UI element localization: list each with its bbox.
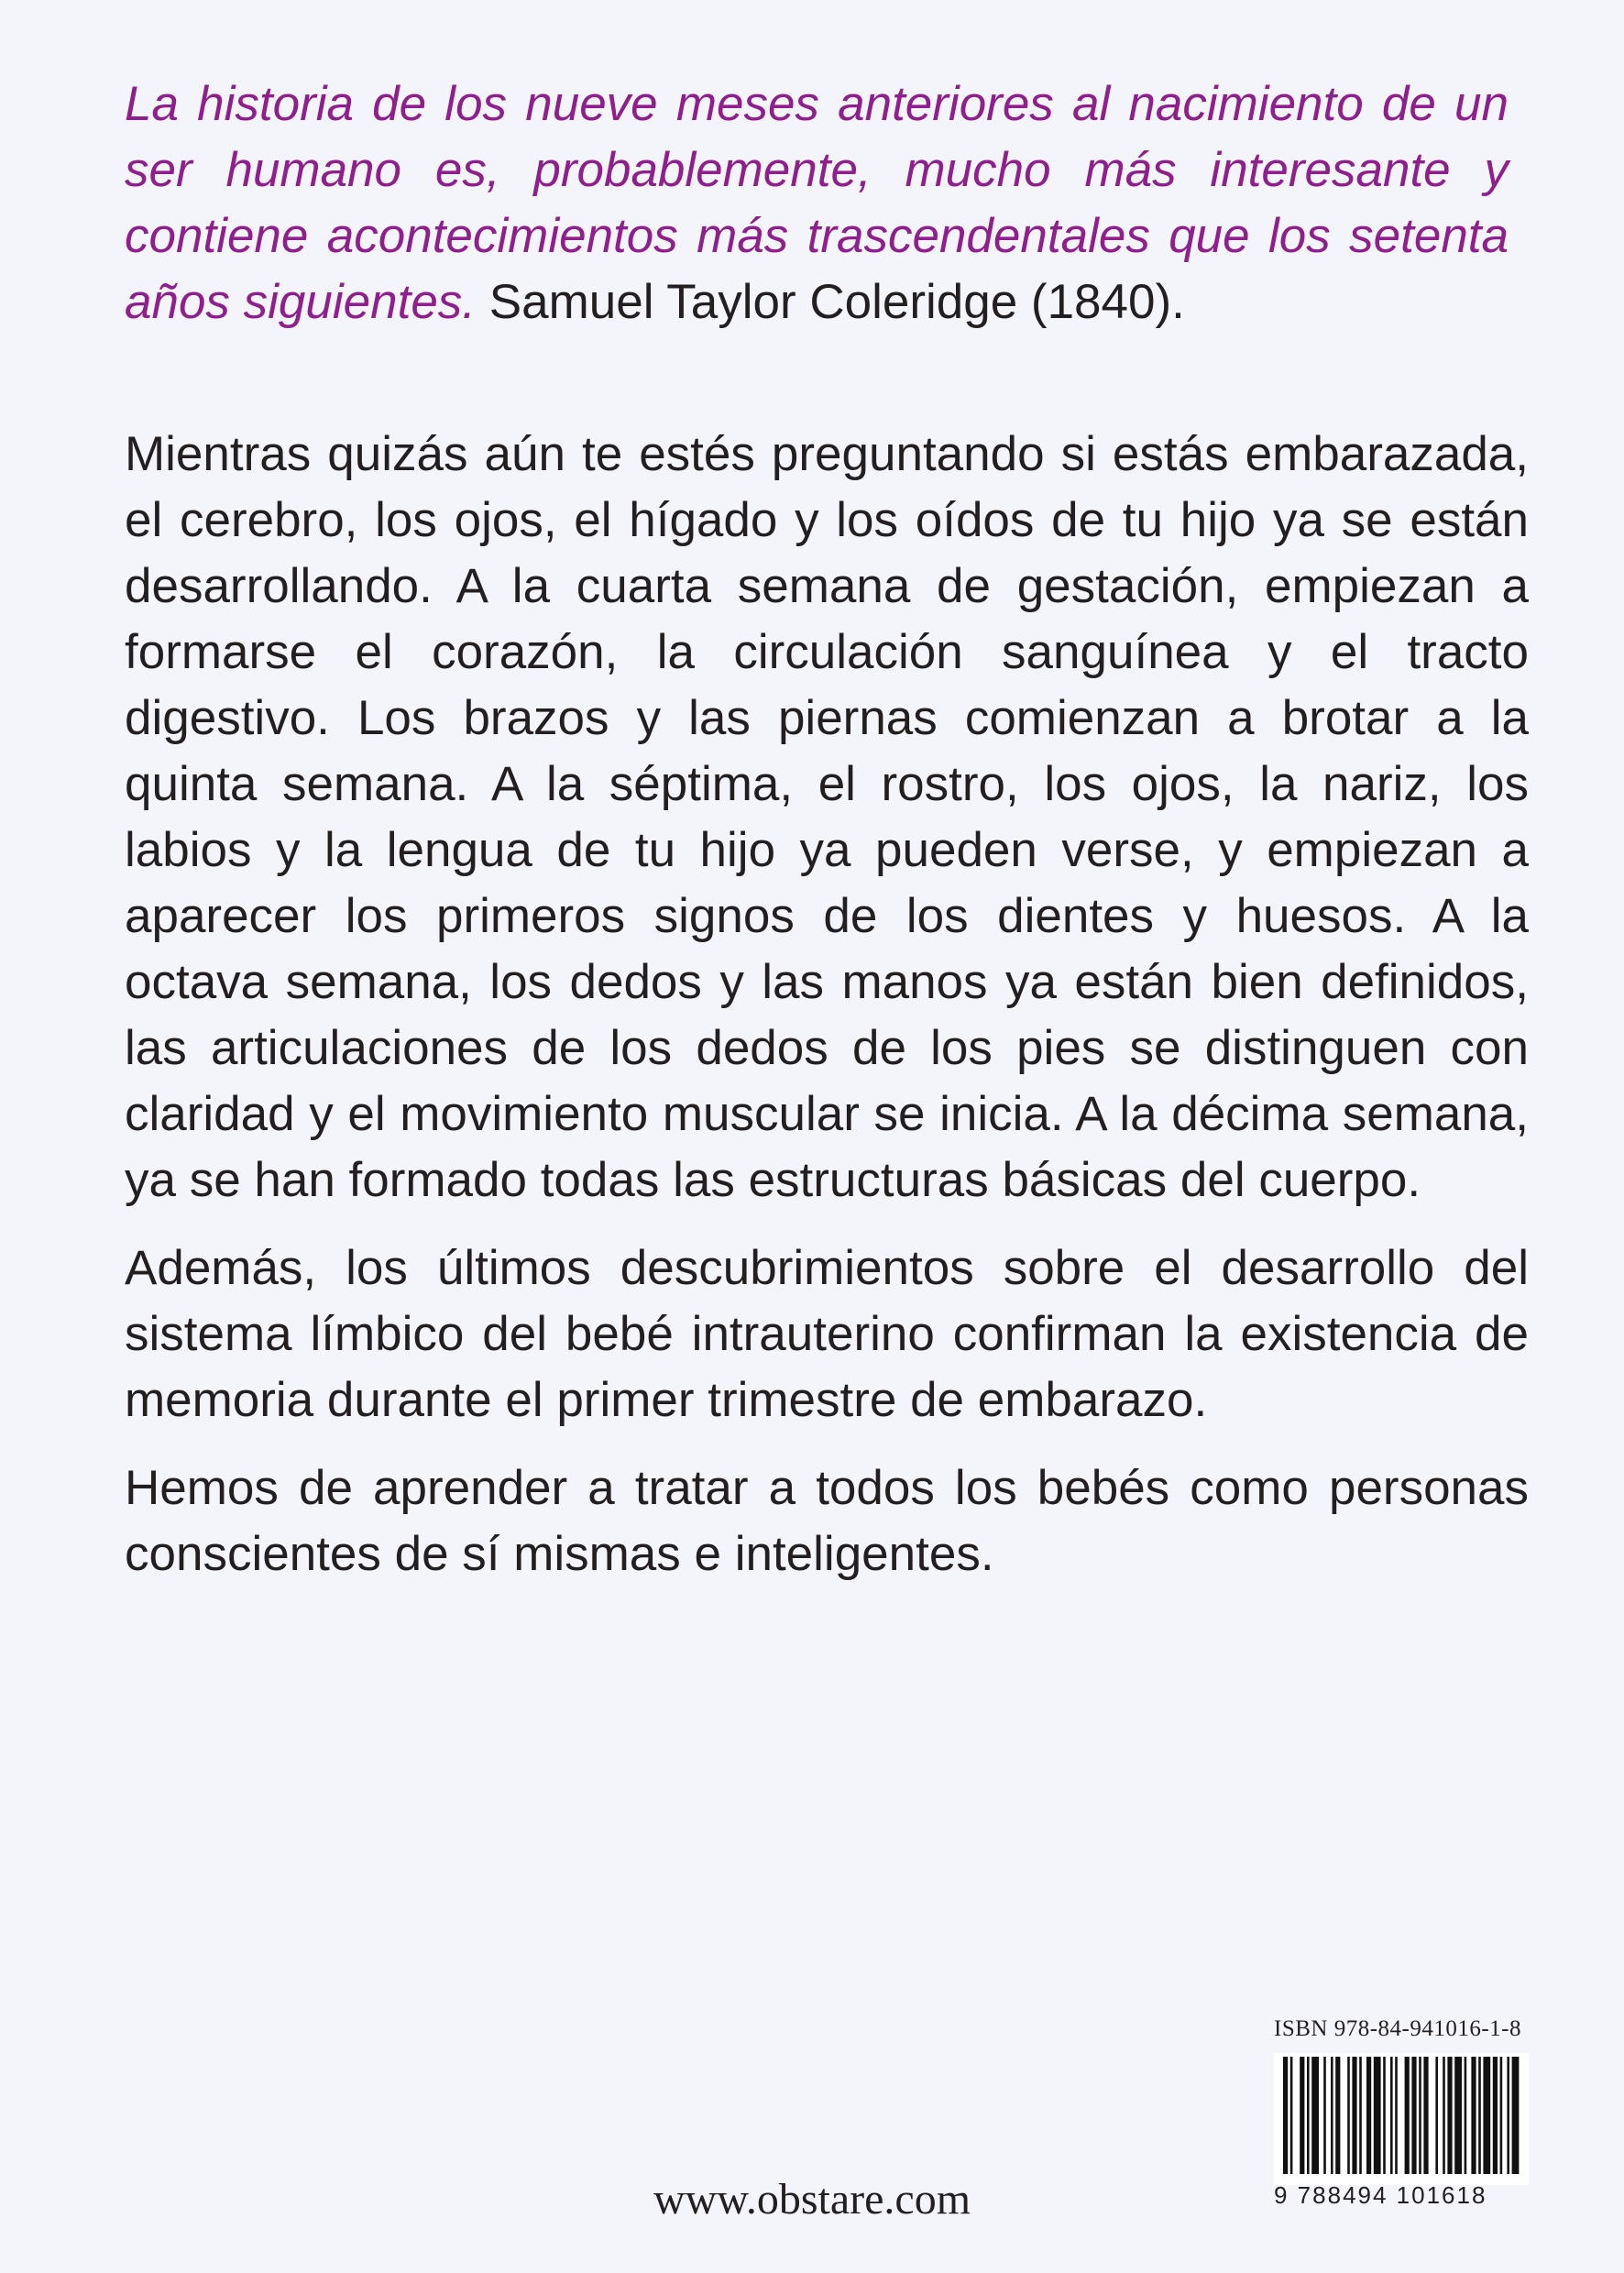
paragraph-conclusion: Hemos de aprender a tratar a todos los bebés como personas conscientes de sí mismas e inteligentes.: [125, 1461, 1529, 1581]
quote-text: La historia de los nueve meses anteriores al nacimiento de un ser humano es, probablemente, mucho más interesante y contiene acontecimientos más trascendentales que los setenta años siguientes.: [125, 77, 1509, 329]
barcode-bar: [1507, 2057, 1509, 2174]
paragraph-memory: Además, los últimos descubrimientos sobre el desarrollo del sistema límbico del bebé intrauterino confirman la existencia de memoria durante el primer trimestre de embarazo.: [125, 1241, 1529, 1427]
publisher-website[interactable]: www.obstare.com: [653, 2175, 971, 2224]
barcode-bar: [1493, 2057, 1498, 2174]
barcode-bar: [1283, 2057, 1288, 2174]
barcode-bar: [1374, 2057, 1381, 2174]
barcode-bar: [1447, 2057, 1452, 2174]
barcode-bar: [1405, 2057, 1410, 2174]
isbn-block: [1274, 2016, 1531, 2209]
barcode-bar: [1383, 2057, 1386, 2174]
barcode-bar: [1395, 2057, 1398, 2174]
barcode-bar: [1390, 2057, 1393, 2174]
paragraph-development: Mientras quizás aún te estés preguntando si estás embarazada, el cerebro, los ojos, el hígado y los oídos de tu hijo ya se están desarrollando. A la cuarta semana de gestación, empiezan a formarse el corazón, la circulación sanguínea y el tracto digestivo. Los brazos y las piernas comienzan a brotar a la quinta semana. A la séptima, el rostro, los ojos, la nariz, los labios y la lengua de tu hijo ya pueden verse, y empiezan a aparecer los primeros signos de los dientes y huesos. A la octava semana, los dedos y las manos ya están bien definidos, las articulaciones de los dedos de los pies se distinguen con claridad y el movimiento muscular se inicia. A la décima semana, ya se han formado todas las estructuras básicas del cuerpo.: [125, 427, 1529, 1207]
barcode-bar: [1419, 2057, 1421, 2174]
barcode-bar: [1471, 2057, 1476, 2174]
barcode-bar: [1423, 2057, 1428, 2174]
barcode-bar: [1478, 2057, 1481, 2174]
barcode-bar: [1483, 2057, 1490, 2174]
barcode-bar: [1331, 2057, 1333, 2174]
barcode-bar: [1443, 2057, 1445, 2174]
barcode-bar: [1500, 2057, 1503, 2174]
barcode-bar: [1454, 2057, 1462, 2174]
barcode-bar: [1300, 2057, 1304, 2174]
barcode-bar: [1307, 2057, 1310, 2174]
barcode: [1274, 2053, 1529, 2209]
barcode-bar: [1366, 2057, 1371, 2174]
back-cover-description: [125, 422, 1529, 1609]
quote-author: Samuel Taylor Coleridge (1840).: [488, 275, 1185, 329]
barcode-bar: [1347, 2057, 1350, 2174]
barcode-bar: [1512, 2057, 1520, 2174]
barcode-bars-icon: [1274, 2053, 1529, 2178]
epigraph-quote: [125, 71, 1509, 335]
barcode-bar: [1435, 2057, 1438, 2174]
barcode-bar: [1411, 2057, 1416, 2174]
barcode-digits: 9 788494 101618: [1274, 2181, 1487, 2209]
barcode-bar: [1359, 2057, 1362, 2174]
barcode-bar: [1290, 2057, 1293, 2174]
barcode-bar: [1465, 2057, 1467, 2174]
barcode-bar: [1335, 2057, 1340, 2174]
barcode-bar: [1311, 2057, 1319, 2174]
isbn-label: ISBN 978-84-941016-1-8: [1274, 2016, 1522, 2041]
barcode-bar: [1352, 2057, 1356, 2174]
barcode-bar: [1323, 2057, 1326, 2174]
